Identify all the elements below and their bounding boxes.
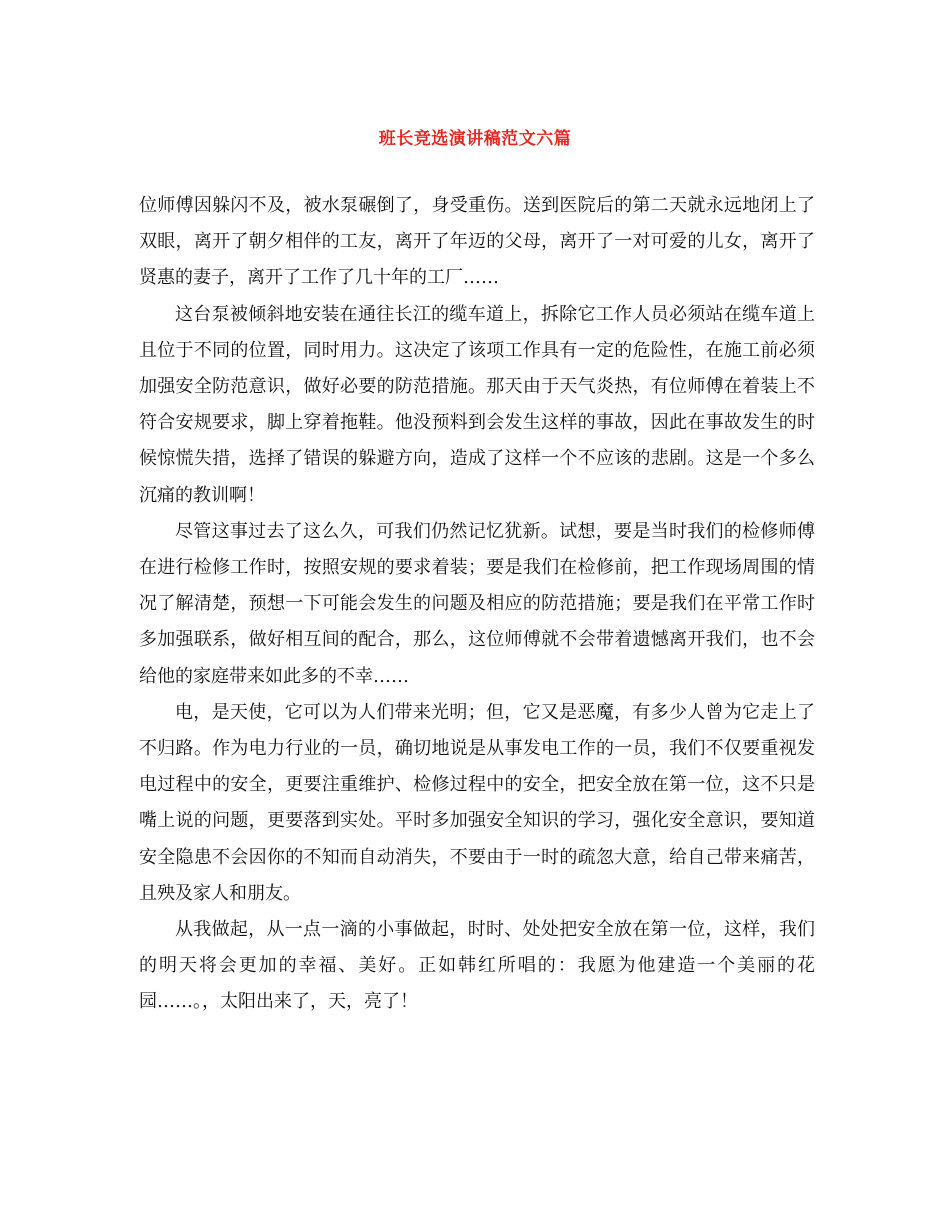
paragraph-4: 电，是天使，它可以为人们带来光明；但，它又是恶魔，有多少人曾为它走上了不归路。作为电力行业的一员，确切地说是从事发电工作的一员，我们不仅要重视发电过程中的安全，更要注重维护、检修过程中的安全，把安全放在第一位，这不只是嘴上说的问题，更要落到实处。平时多加强安全知识的学习，强化安全意识，要知道安全隐患不会因你的不知而自动消失，不要由于一时的疏忽大意，给自己带来痛苦，且殃及家人和朋友。 — [139, 701, 815, 904]
paragraph-3: 尽管这事过去了这么久，可我们仍然记忆犹新。试想，要是当时我们的检修师傅在进行检修工作时，按照安规的要求着装；要是我们在检修前，把工作现场周围的情况了解清楚，预想一下可能会发生的问题及相应的防范措施；要是我们在平常工作时多加强联系，做好相互间的配合，那么，这位师傅就不会带着遗憾离开我们，也不会给他的家庭带来如此多的不幸…… — [139, 520, 815, 687]
paragraph-5: 从我做起，从一点一滴的小事做起，时时、处处把安全放在第一位，这样，我们的明天将会更加的幸福、美好。正如韩红所唱的：我愿为他建造一个美丽的花园……。，太阳出来了，天，亮了！ — [139, 919, 815, 1013]
paragraph-1: 位师傅因躲闪不及，被水泵碾倒了，身受重伤。送到医院后的第二天就永远地闭上了双眼，离开了朝夕相伴的工友，离开了年迈的父母，离开了一对可爱的儿女，离开了贤惠的妻子，离开了工作了几十年的工厂…… — [139, 195, 815, 289]
document-title: 班长竞选演讲稿范文六篇 — [378, 129, 572, 149]
paragraph-2: 这台泵被倾斜地安装在通往长江的缆车道上，拆除它工作人员必须站在缆车道上且位于不同的位置，同时用力。这决定了该项工作具有一定的危险性，在施工前必须加强安全防范意识，做好必要的防范措施。那天由于天气炎热，有位师傅在着装上不符合安规要求，脚上穿着拖鞋。他没预料到会发生这样的事故，因此在事故发生的时候惊慌失措，选择了错误的躲避方向，造成了这样一个不应该的悲剧。这是一个多么沉痛的教训啊！ — [139, 303, 815, 506]
document-body — [139, 188, 815, 1021]
